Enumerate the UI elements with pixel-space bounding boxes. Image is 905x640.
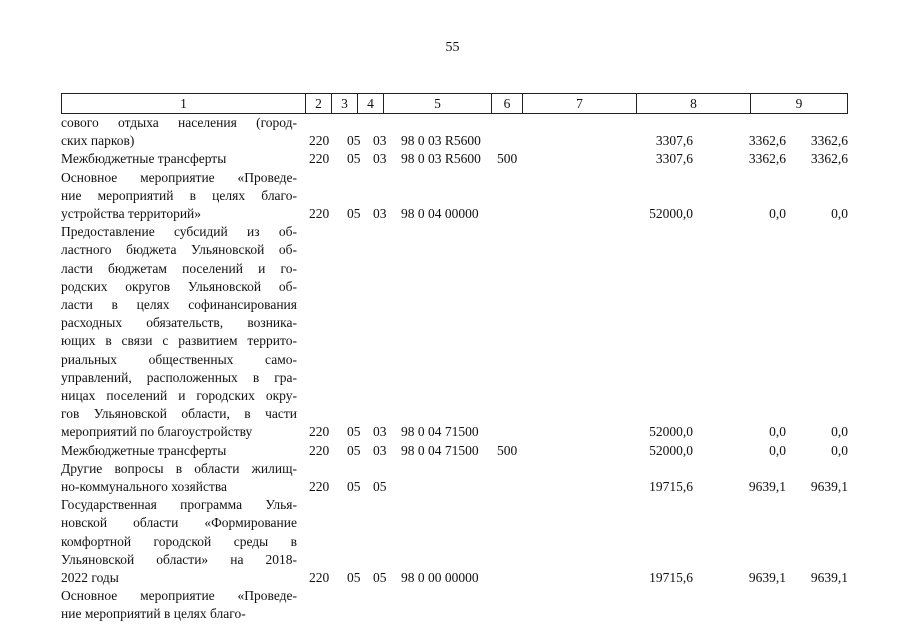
section-code: 05	[347, 424, 361, 440]
table-row	[61, 460, 861, 496]
description-line: Основное мероприятие «Проведе-	[61, 169, 297, 185]
amount-year-3: 9639,1	[810, 570, 848, 586]
row-values	[61, 442, 861, 460]
description-line: ластного бюджета Ульяновской об-	[61, 242, 297, 258]
target-article: 98 0 04 71500	[401, 442, 479, 458]
section-code: 05	[347, 570, 361, 586]
description-line: Государственная программа Улья-	[61, 497, 297, 513]
description-line: новской области «Формирование	[61, 515, 297, 531]
description-line: расходных обязательств, возника-	[61, 315, 297, 331]
target-article: 98 0 04 71500	[401, 424, 479, 440]
target-article: 98 0 03 R5600	[401, 151, 481, 167]
section-code: 05	[347, 151, 361, 167]
subsection-code: 03	[373, 133, 387, 149]
description-line: Другие вопросы в области жилищ-	[61, 460, 297, 476]
admin-code: 220	[309, 133, 330, 149]
column-number-8: 8	[637, 94, 751, 114]
subsection-code: 03	[373, 206, 387, 222]
amount-year-2: 3362,6	[748, 133, 786, 149]
description-line: мероприятий по благоустройству	[61, 424, 253, 440]
amount-year-3: 0,0	[831, 424, 848, 440]
section-code: 05	[347, 133, 361, 149]
description-line: управлений, расположенных в гра-	[61, 369, 297, 385]
row-values	[61, 606, 861, 624]
description-line: комфортной городской среды в	[61, 533, 297, 549]
amount-year-3: 0,0	[831, 442, 848, 458]
description-line: 2022 годы	[61, 570, 119, 586]
amount-year-3: 0,0	[831, 206, 848, 222]
table-row	[61, 169, 861, 224]
budget-table-body	[61, 114, 861, 624]
row-values	[61, 423, 861, 441]
amount-year-2: 9639,1	[748, 570, 786, 586]
row-values	[61, 205, 861, 223]
column-number-1: 1	[62, 94, 306, 114]
subsection-code: 03	[373, 151, 387, 167]
admin-code: 220	[309, 570, 330, 586]
column-number-2: 2	[306, 94, 332, 114]
amount-year-1: 52000,0	[649, 424, 693, 440]
row-values	[61, 569, 861, 587]
description-line: гов Ульяновской области, в части	[61, 406, 297, 422]
description-line: ющих в связи с развитием террито-	[61, 333, 297, 349]
amount-year-3: 3362,6	[810, 151, 848, 167]
description-line: Ульяновской области» на 2018-	[61, 551, 297, 567]
amount-year-1: 19715,6	[649, 570, 693, 586]
amount-year-3: 9639,1	[810, 479, 848, 495]
amount-year-2: 9639,1	[748, 479, 786, 495]
admin-code: 220	[309, 151, 330, 167]
column-number-3: 3	[332, 94, 358, 114]
admin-code: 220	[309, 479, 330, 495]
target-article: 98 0 03 R5600	[401, 133, 481, 149]
amount-year-1: 52000,0	[649, 206, 693, 222]
subsection-code: 03	[373, 442, 387, 458]
description-line: родских округов Ульяновской об-	[61, 278, 297, 294]
table-column-numbers	[61, 93, 848, 114]
table-row	[61, 223, 861, 441]
admin-code: 220	[309, 442, 330, 458]
amount-year-1: 3307,6	[655, 151, 693, 167]
row-values	[61, 478, 861, 496]
amount-year-1: 19715,6	[649, 479, 693, 495]
description-line: но-коммунального хозяйства	[61, 479, 228, 495]
amount-year-2: 0,0	[769, 442, 786, 458]
amount-year-1: 52000,0	[649, 442, 693, 458]
subsection-code: 05	[373, 479, 387, 495]
description-line: ние мероприятий в целях благо-	[61, 606, 246, 622]
description-line: устройства территорий»	[61, 206, 202, 222]
column-number-6: 6	[492, 94, 523, 114]
admin-code: 220	[309, 206, 330, 222]
table-row	[61, 496, 861, 587]
amount-year-2: 0,0	[769, 424, 786, 440]
amount-year-1: 3307,6	[655, 133, 693, 149]
column-number-4: 4	[358, 94, 384, 114]
amount-year-3: 3362,6	[810, 133, 848, 149]
section-code: 05	[347, 479, 361, 495]
description-line: Межбюджетные трансферты	[61, 151, 227, 167]
target-article: 98 0 00 00000	[401, 570, 479, 586]
description-line: ских парков)	[61, 133, 135, 149]
expense-type: 500	[497, 442, 518, 458]
description-line: ницах поселений и городских окру-	[61, 388, 297, 404]
column-number-5: 5	[384, 94, 492, 114]
description-line: ласти в целях софинансирования	[61, 297, 297, 313]
subsection-code: 05	[373, 570, 387, 586]
column-number-7: 7	[523, 94, 637, 114]
section-code: 05	[347, 206, 361, 222]
row-values	[61, 132, 861, 150]
table-row	[61, 442, 861, 460]
description-line: сового отдыха населения (город-	[61, 115, 297, 130]
description-line: ласти бюджетам поселений и го-	[61, 260, 297, 276]
admin-code: 220	[309, 424, 330, 440]
section-code: 05	[347, 442, 361, 458]
description-line: риальных общественных само-	[61, 351, 297, 367]
description-line: Основное мероприятие «Проведе-	[61, 588, 297, 604]
description-line: Межбюджетные трансферты	[61, 442, 227, 458]
description-line: Предоставление субсидий из об-	[61, 224, 297, 240]
table-row	[61, 587, 861, 623]
amount-year-2: 0,0	[769, 206, 786, 222]
table-row	[61, 114, 861, 150]
row-values	[61, 150, 861, 168]
row-description	[61, 223, 297, 441]
expense-type: 500	[497, 151, 518, 167]
target-article: 98 0 04 00000	[401, 206, 479, 222]
amount-year-2: 3362,6	[748, 151, 786, 167]
description-line: ние мероприятий в целях благо-	[61, 187, 297, 203]
subsection-code: 03	[373, 424, 387, 440]
page-number: 55	[445, 40, 460, 55]
column-number-9: 9	[751, 94, 848, 114]
table-row	[61, 150, 861, 168]
